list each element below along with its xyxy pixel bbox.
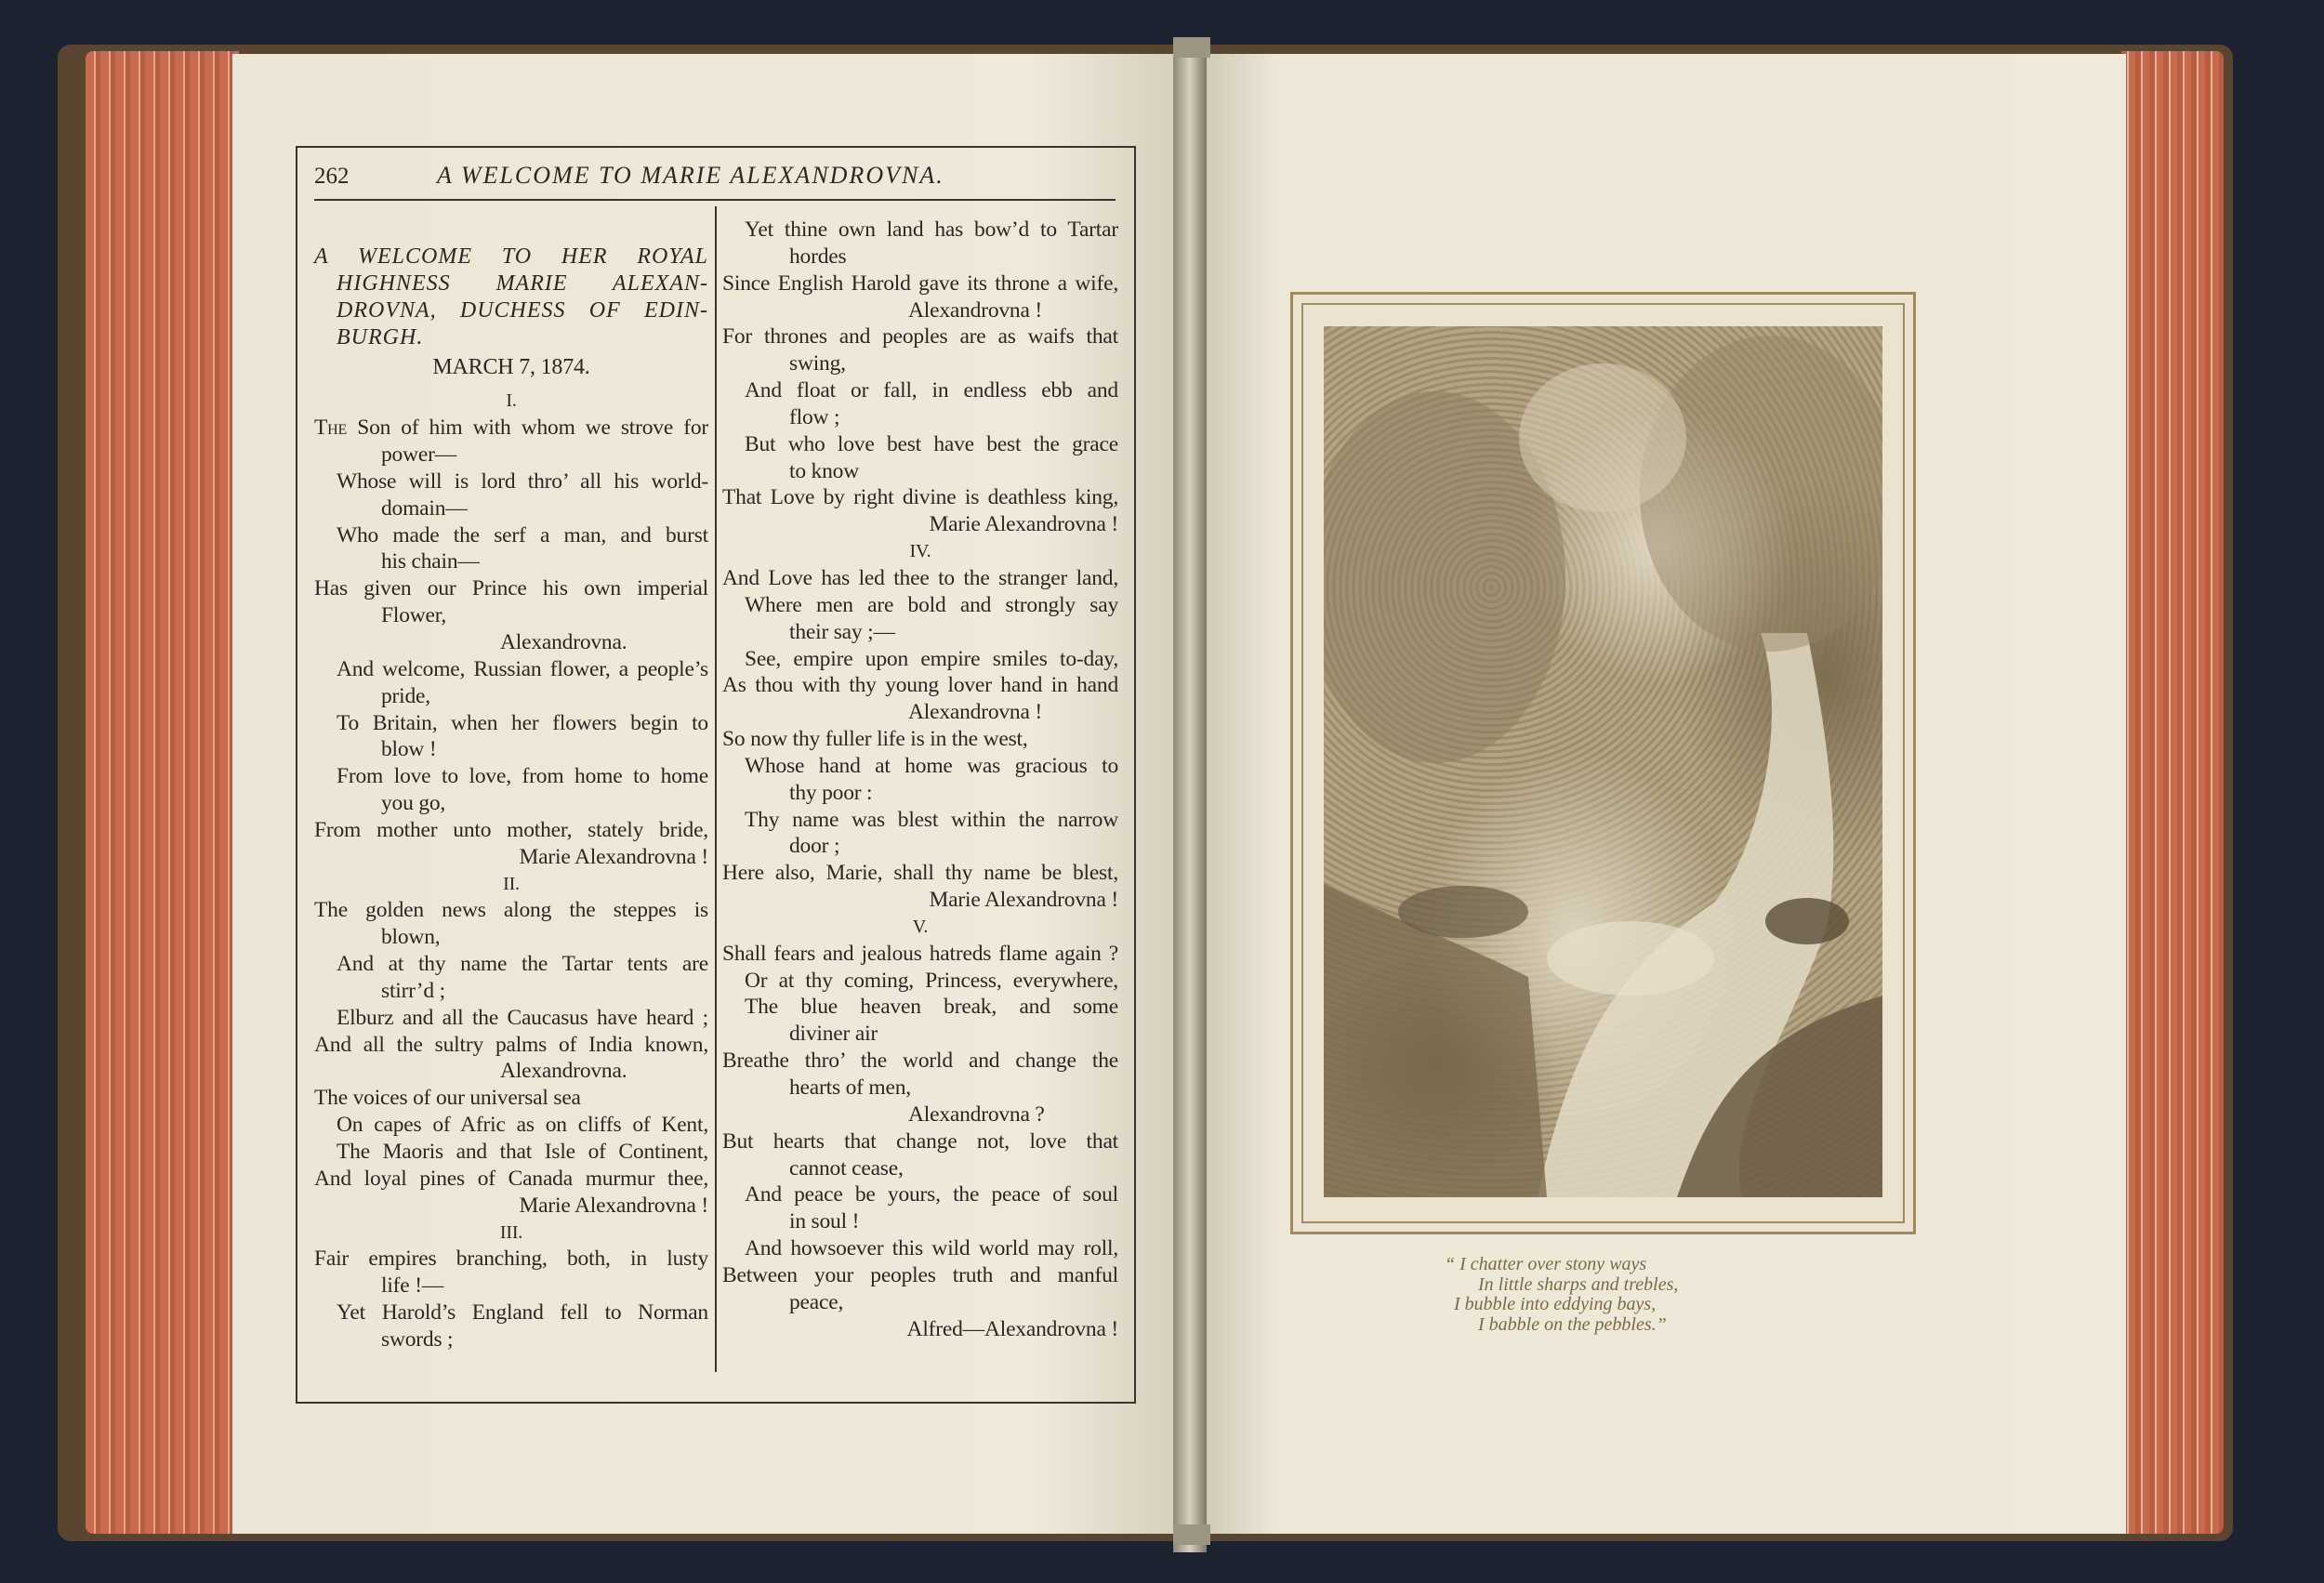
section-numeral: V. [912,916,929,937]
section-numeral: I. [506,390,517,412]
verse-line: flow ; [789,404,840,429]
verse-line: Alexandrovna. [500,1059,627,1084]
column-divider [715,206,717,1372]
verse-line: Marie Alexandrovna ! [519,1193,708,1218]
title-line: BURGH. [337,324,424,350]
verse-line: stirr’d ; [381,978,445,1003]
verse-line: For thrones and peoples are as waifs that [722,324,1118,350]
verse-line: power— [381,442,457,468]
running-title: A WELCOME TO MARIE ALEXANDROVNA. [437,162,944,189]
verse-line: in soul ! [789,1209,860,1234]
left-column [314,244,708,1353]
verse-line: Yet Harold’s England fell to Norman [337,1300,708,1326]
verse-line: To Britain, when her flowers begin to [337,710,708,735]
verse-line: hearts of men, [789,1075,911,1100]
verse-line: blow ! [381,737,437,762]
section-numeral: II. [503,873,520,894]
verse-line: On capes of Afric as on cliffs of Kent, [337,1113,708,1138]
verse-line: So now thy fuller life is in the west, [722,727,1028,752]
verse-line: That Love by right divine is deathless king, [722,485,1118,510]
verse-line: hordes [789,244,847,269]
verse-line: cannot cease, [789,1155,904,1181]
verse-line: The Son of him with whom we strove for [314,416,708,441]
verse-line: Alfred—Alexandrovna ! [906,1316,1118,1341]
verse-line: swing, [789,351,846,376]
verse-line: See, empire upon empire smiles to-day, [745,646,1118,671]
verse-line: The blue heaven break, and some [745,995,1118,1020]
verse-line: And welcome, Russian flower, a people’s [337,656,708,681]
verse-line: Between your peoples truth and manful [722,1262,1118,1287]
verse-line: you go, [381,791,446,816]
verse-line: Thy name was blest within the narrow [745,807,1118,832]
verse-line: Breathe thro’ the world and change the [722,1049,1118,1074]
title-line: DROVNA, DUCHESS OF EDIN- [337,297,708,323]
verse-line: Whose will is lord thro’ all his world- [337,468,708,494]
verse-line: pride, [381,683,430,708]
verse-line: Here also, Marie, shall thy name be blest, [722,861,1118,886]
caption-line: “ I chatter over stony ways [1445,1254,1647,1274]
verse-line: Alexandrovna. [500,629,627,654]
verse-line: And peace be yours, the peace of soul [745,1182,1118,1207]
verse-line: Who made the serf a man, and burst [337,522,708,547]
verse-line: Alexandrovna ! [908,297,1043,323]
verse-line: Yet thine own land has bow’d to Tartar [745,218,1118,242]
verse-line: door ; [789,834,840,859]
title-line: A WELCOME TO HER ROYAL [314,244,708,269]
verse-line: The golden news along the steppes is [314,898,708,923]
book-gutter [1173,37,1207,1552]
headband [1173,37,1210,58]
verse-line: life !— [381,1273,444,1299]
verse-line: Where men are bold and strongly say [745,592,1118,617]
verse-line: But hearts that change not, love that [722,1128,1118,1154]
poem-title [314,244,708,350]
section-numeral: IV. [909,541,931,562]
verse-line: From love to love, from home to home [337,764,708,789]
verse-line: their say ;— [789,619,895,644]
verse-line: And howsoever this wild world may roll, [745,1236,1118,1261]
verse-line: Marie Alexandrovna ! [929,888,1118,913]
verse-line: Alexandrovna ! [908,700,1043,725]
caption-line: I bubble into eddying bays, [1454,1294,1657,1314]
verse-line: As thou with thy young lover hand in hand [722,673,1118,698]
verse-line: Flower, [381,603,447,628]
page-number: 262 [314,164,350,189]
verse-line: to know [789,458,859,483]
header-rule [314,199,1116,201]
verse-line: his chain— [381,549,480,574]
verse-line: Whose hand at home was gracious to [745,753,1118,778]
right-page-edges [2121,51,2224,1534]
verse-line: And loyal pines of Canada murmur thee, [314,1166,708,1191]
poem-date: MARCH 7, 1874. [432,355,590,380]
verse-line: diviner air [789,1022,878,1047]
verse-line: And Love has led thee to the stranger land, [722,565,1118,590]
verse-line: thy poor : [789,780,873,805]
section-numeral: III. [499,1221,523,1243]
title-line: HIGHNESS MARIE ALEXAN- [337,270,708,296]
river-photograph [1324,326,1882,1197]
verse-line: And at thy name the Tartar tents are [337,952,708,977]
verse-line: Elburz and all the Caucasus have heard ; [337,1005,708,1030]
verse-line: And float or fall, in endless ebb and [745,378,1118,403]
verse-line: swords ; [381,1326,454,1352]
verse-line: From mother unto mother, stately bride, [314,817,708,842]
right-column [722,217,1118,1342]
tailband [1173,1524,1210,1545]
verse-line: Marie Alexandrovna ! [519,844,708,869]
verse-line: Marie Alexandrovna ! [929,512,1118,537]
running-header [314,160,1114,197]
verse-line: The voices of our universal sea [314,1086,581,1111]
verse-line: But who love best have best the grace [745,431,1118,456]
photo-caption [1432,1255,1738,1335]
caption-line: I babble on the pebbles.” [1478,1313,1667,1335]
verse-line: And all the sultry palms of India known, [314,1032,708,1057]
verse-line: domain— [381,495,468,521]
verse-line: Or at thy coming, Princess, everywhere, [745,968,1118,993]
caption-line: In little sharps and trebles, [1478,1273,1679,1295]
verse-line: Since English Harold gave its throne a wife, [722,270,1118,296]
verse-line: Fair empires branching, both, in lusty [314,1247,708,1272]
left-page-edges [86,51,239,1534]
verse-line: peace, [789,1289,844,1314]
verse-line: Shall fears and jealous hatreds flame again ? [722,941,1118,966]
verse-line: blown, [381,925,441,950]
verse-line: Has given our Prince his own imperial [314,576,708,601]
verse-line: The Maoris and that Isle of Continent, [337,1140,708,1164]
verse-line: Alexandrovna ? [908,1102,1045,1127]
